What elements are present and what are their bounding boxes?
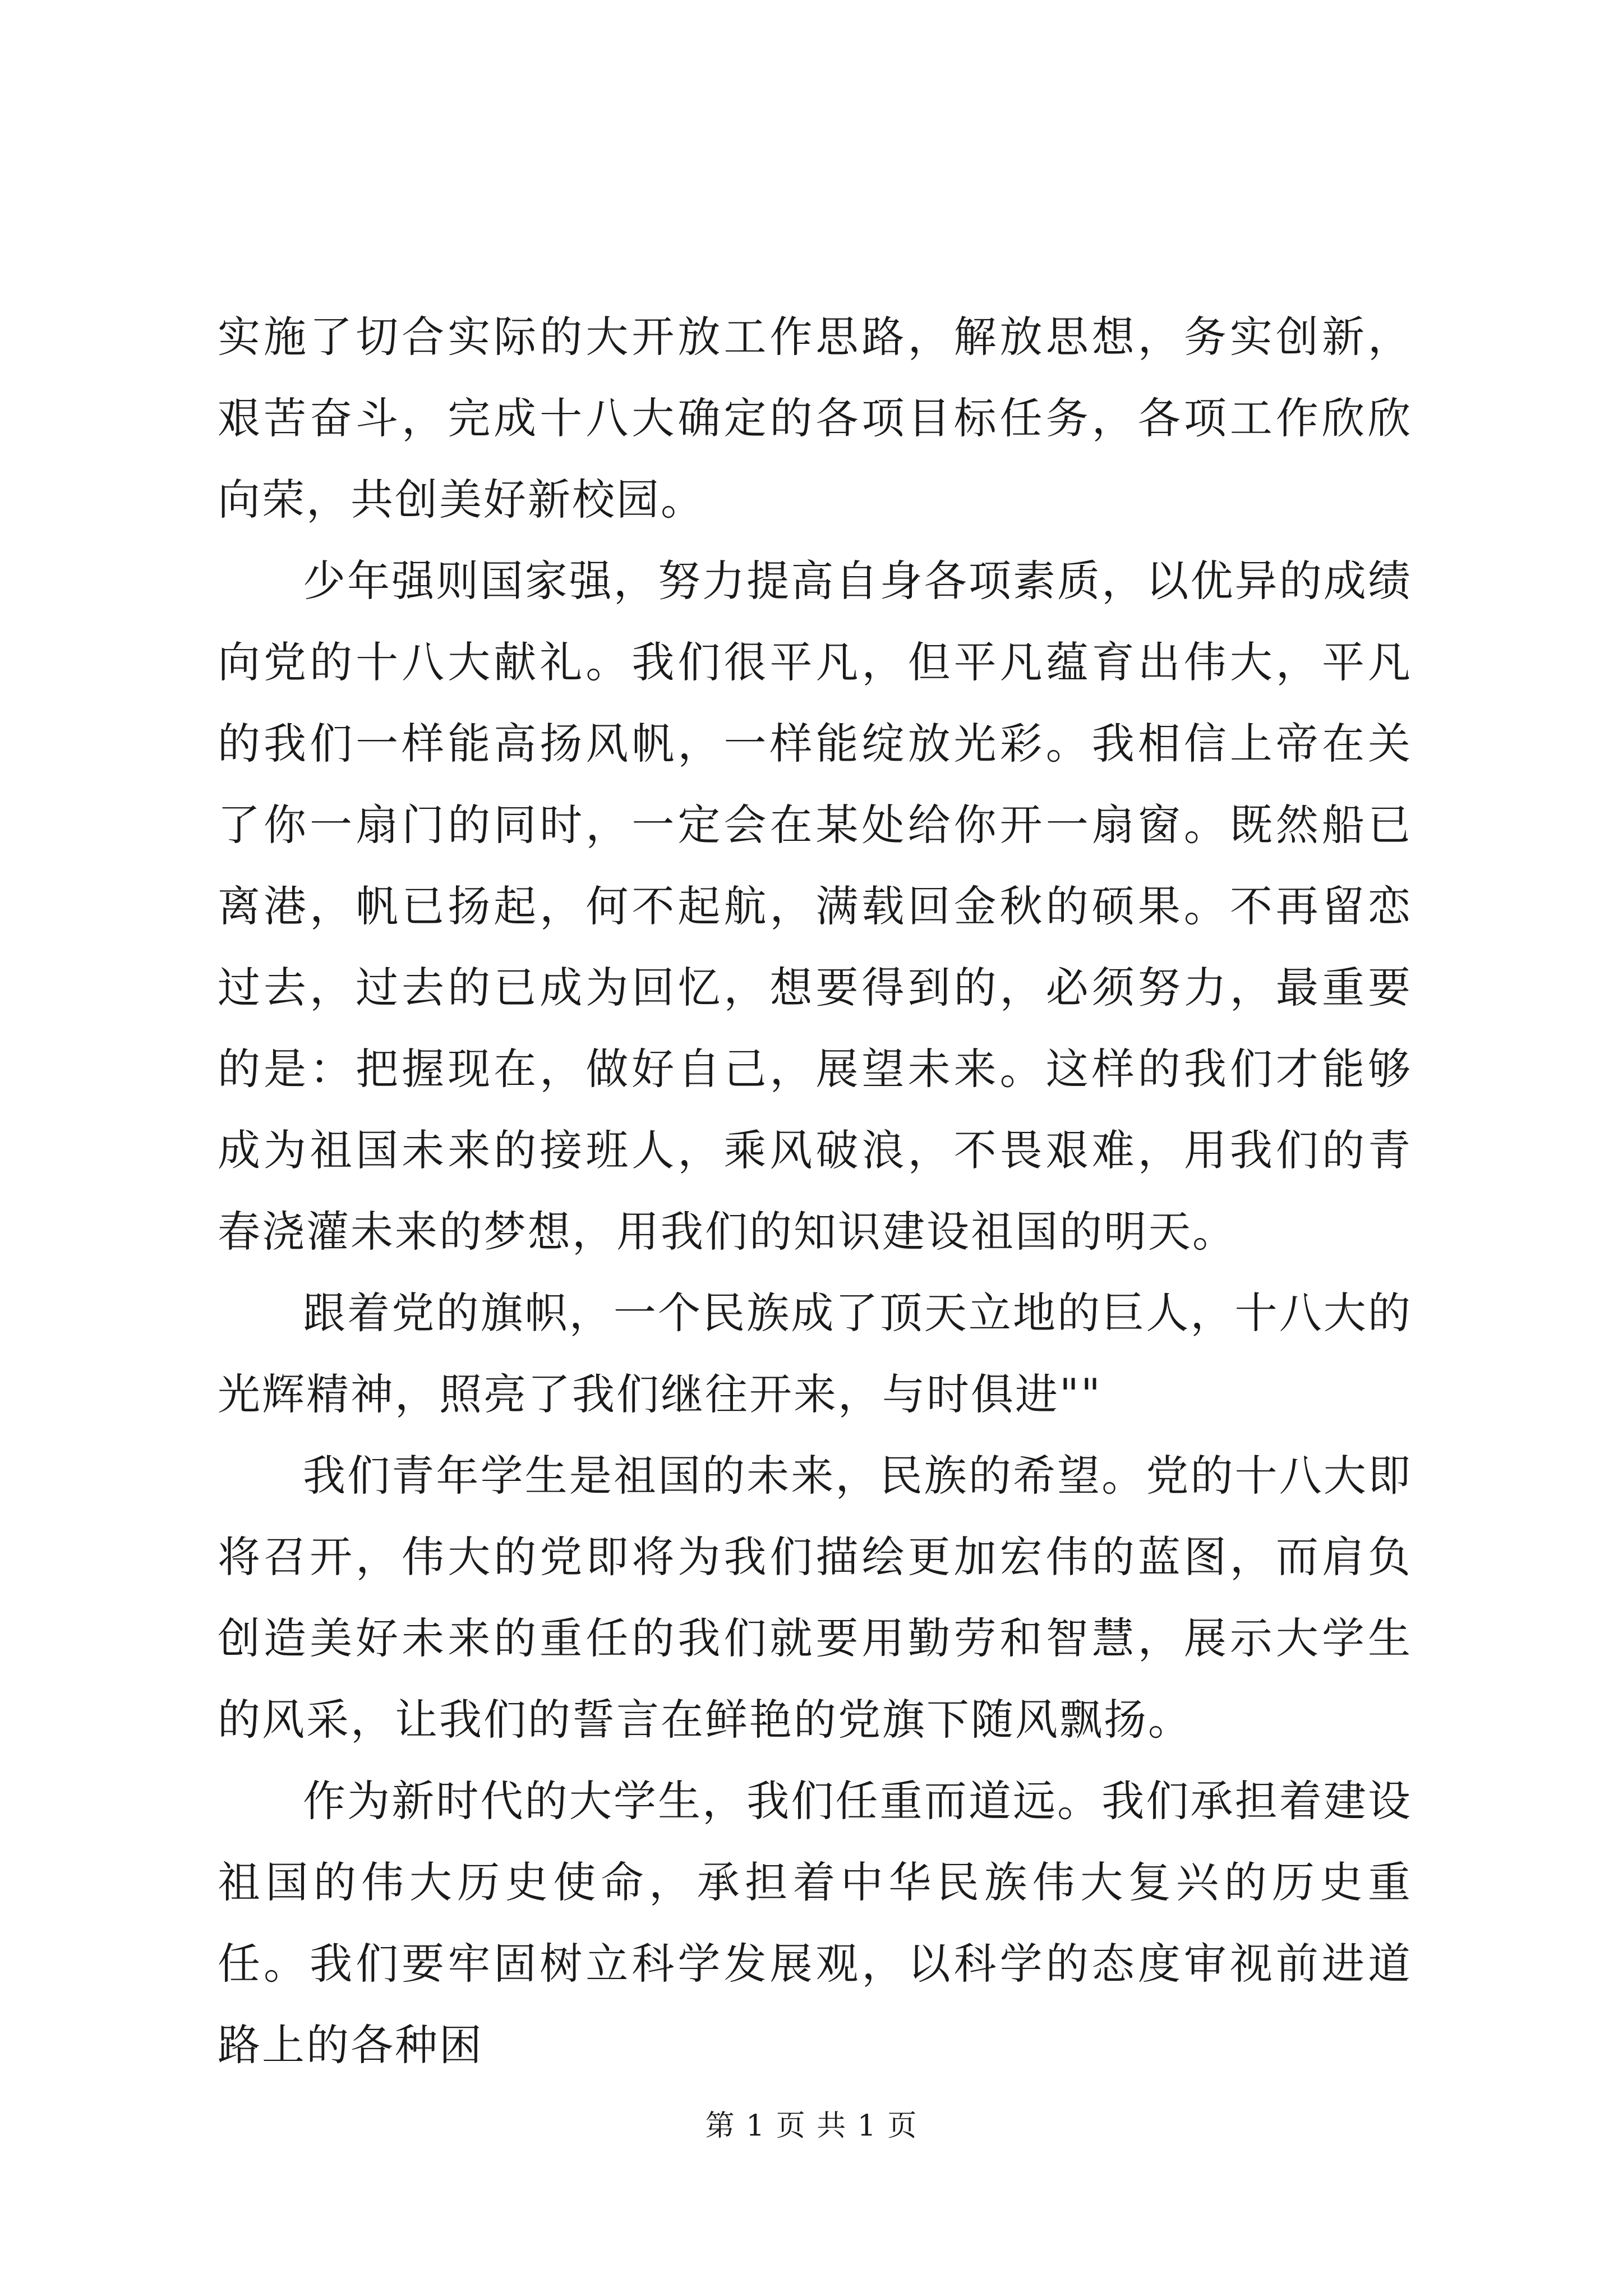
paragraph-new-era: 作为新时代的大学生，我们任重而道远。我们承担着建设祖国的伟大历史使命，承担着中华民族伟大复兴的历史重任。我们要牢固树立科学发展观，以科学的态度审视前进道路上的各种困 [218,1776,1412,2070]
page-number-footer: 第 1 页 共 1 页 [705,2109,918,2143]
paragraph-youth-strong: 少年强则国家强，努力提高自身各项素质，以优异的成绩向党的十八大献礼。我们很平凡，但平凡蕴育出伟大，平凡的我们一样能高扬风帆，一样能绽放光彩。我相信上帝在关了你一扇门的同时，一定会在某处给你开一扇窗。既然船已离港，帆已扬起，何不起航，满载回金秋的硕果。不再留恋过去，过去的已成为回忆，想要得到的，必须努力，最重要的是：把握现在，做好自己，展望未来。这样的我们才能够成为祖国未来的接班人，乘风破浪，不畏艰难，用我们的青春浇灌未来的梦想，用我们的知识建设祖国的明天。 [218,556,1412,1257]
paragraph-continuation: 实施了切合实际的大开放工作思路，解放思想，务实创新，艰苦奋斗，完成十八大确定的各项目标任务，各项工作欣欣向荣，共创美好新校园。 [218,312,1412,524]
paragraph-young-students: 我们青年学生是祖国的未来，民族的希望。党的十八大即将召开，伟大的党即将为我们描绘更加宏伟的蓝图，而肩负创造美好未来的重任的我们就要用勤劳和智慧，展示大学生的风采，让我们的誓言在鲜艳的党旗下随风飘扬。 [218,1451,1412,1745]
document-body [218,296,1412,2086]
paragraph-party-banner: 跟着党的旗帜，一个民族成了顶天立地的巨人，十八大的光辉精神，照亮了我们继往开来，与时俱进"" [218,1288,1412,1419]
